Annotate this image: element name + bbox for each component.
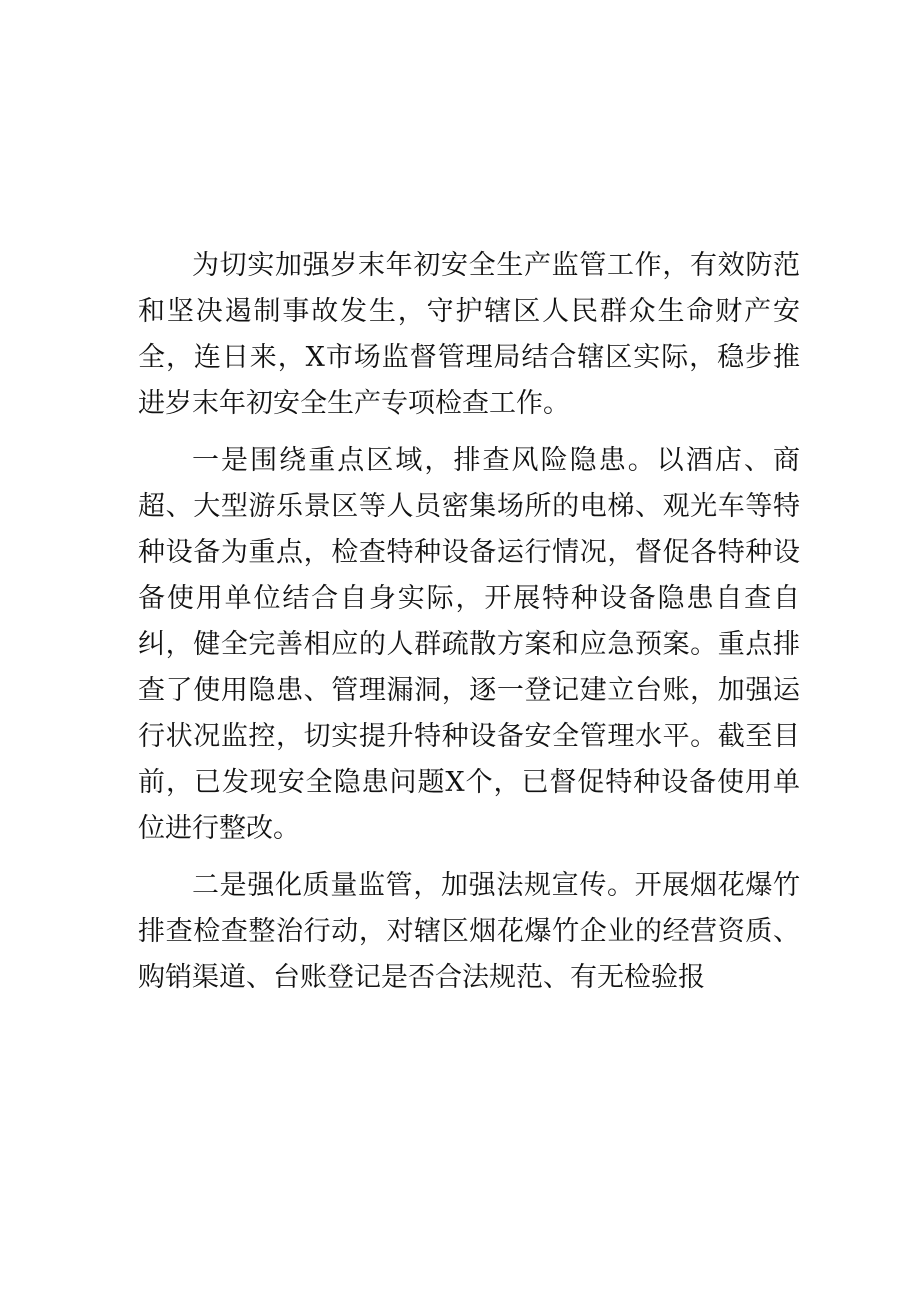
paragraph-point-one: 一是围绕重点区域，排查风险隐患。以酒店、商超、大型游乐景区等人员密集场所的电梯、观光车等特种设备为重点，检查特种设备运行情况，督促各特种设备使用单位结合自身实际，开展特种设备隐患自查自纠，健全完善相应的人群疏散方案和应急预案。重点排查了使用隐患、管理漏洞，逐一登记建立台账，加强运行状况监控，切实提升特种设备安全管理水平。截至目前，已发现安全隐患问题X个，已督促特种设备使用单位进行整改。 xyxy=(138,445,800,844)
paragraph-intro: 为切实加强岁末年初安全生产监管工作，有效防范和坚决遏制事故发生，守护辖区人民群众生命财产安全，连日来，X市场监督管理局结合辖区实际，稳步推进岁末年初安全生产专项检查工作。 xyxy=(138,250,800,419)
document-body xyxy=(138,243,800,1012)
paragraph-point-two: 二是强化质量监管，加强法规宣传。开展烟花爆竹排查检查整治行动，对辖区烟花爆竹企业的经营资质、购销渠道、台账登记是否合法规范、有无检验报 xyxy=(138,870,800,993)
